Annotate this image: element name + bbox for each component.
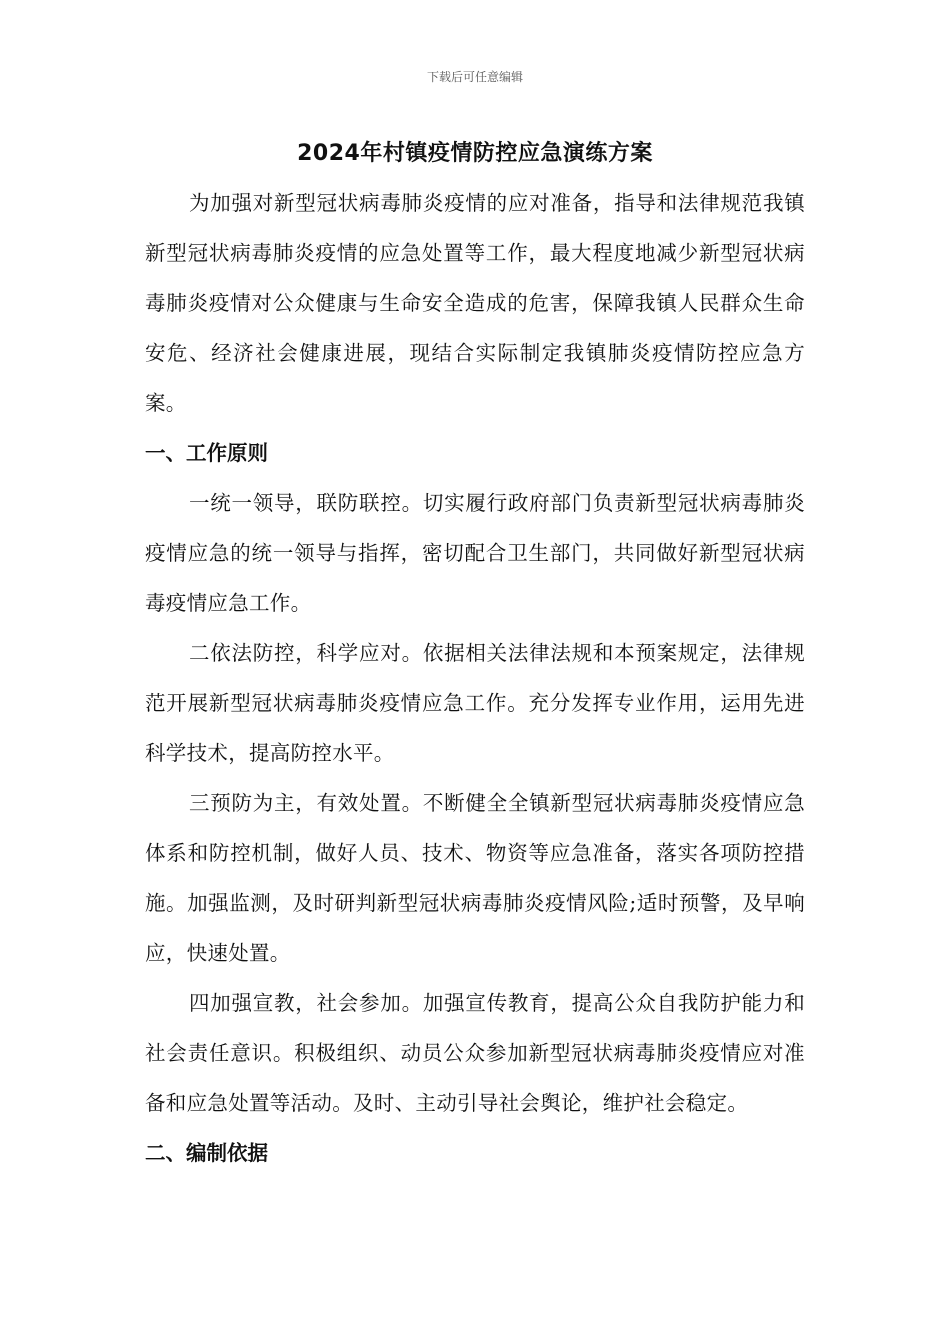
section-heading: 一、工作原则 xyxy=(145,441,268,465)
section-heading: 二、编制依据 xyxy=(145,1141,268,1165)
document-title: 2024年村镇疫情防控应急演练方案 xyxy=(297,141,653,166)
intro-paragraph: 为加强对新型冠状病毒肺炎疫情的应对准备，指导和法律规范我镇新型冠状病毒肺炎疫情的应急处置等工作，最大程度地减少新型冠状病毒肺炎疫情对公众健康与生命安全造成的危害，保障我镇人民群众生命安危、经济社会健康进展，现结合实际制定我镇肺炎疫情防控应急方案。 xyxy=(145,191,805,415)
section-paragraph: 一统一领导，联防联控。切实履行政府部门负责新型冠状病毒肺炎疫情应急的统一领导与指挥，密切配合卫生部门，共同做好新型冠状病毒疫情应急工作。 xyxy=(145,491,805,615)
document-body xyxy=(145,178,805,1178)
section-paragraph: 二依法防控，科学应对。依据相关法律法规和本预案规定，法律规范开展新型冠状病毒肺炎疫情应急工作。充分发挥专业作用，运用先进科学技术，提高防控水平。 xyxy=(145,641,805,765)
header-note: 下载后可任意编辑 xyxy=(426,70,523,84)
section-paragraph: 四加强宣教，社会参加。加强宣传教育，提高公众自我防护能力和社会责任意识。积极组织、动员公众参加新型冠状病毒肺炎疫情应对准备和应急处置等活动。及时、主动引导社会舆论，维护社会稳定。 xyxy=(145,991,805,1115)
section-paragraph: 三预防为主，有效处置。不断健全全镇新型冠状病毒肺炎疫情应急体系和防控机制，做好人员、技术、物资等应急准备，落实各项防控措施。加强监测，及时研判新型冠状病毒肺炎疫情风险;适时预警，及早响应，快速处置。 xyxy=(145,791,805,965)
section-basis xyxy=(145,1128,805,1178)
section-work-principles xyxy=(145,428,805,1128)
